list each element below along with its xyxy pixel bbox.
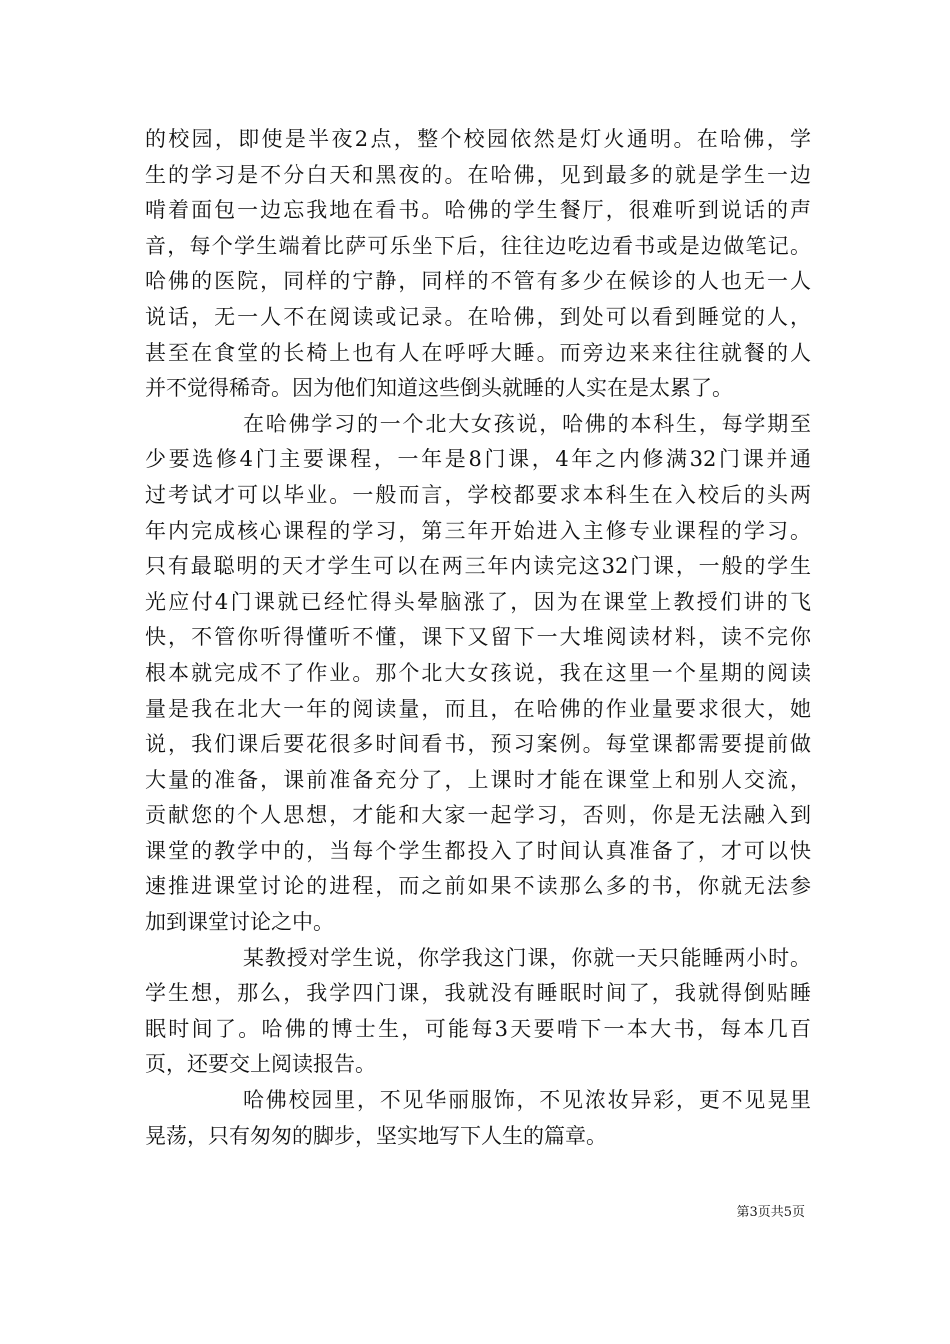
text-line: 快，不管你听得懂听不懂，课下又留下一大堆阅读材料，读不完你 xyxy=(145,625,811,650)
text-line: 学生想，那么，我学四门课，我就没有睡眠时间了，我就得倒贴睡 xyxy=(145,981,811,1006)
text-line: 说，我们课后要花很多时间看书，预习案例。每堂课都需要提前做 xyxy=(145,732,811,757)
text-line: 哈佛的医院，同样的宁静，同样的不管有多少在候诊的人也无一人 xyxy=(145,269,811,294)
text-line: 贡献您的个人思想，才能和大家一起学习，否则，你是无法融入到 xyxy=(145,803,811,828)
text-line: 的校园，即使是半夜2点，整个校园依然是灯火通明。在哈佛，学 xyxy=(145,127,811,151)
text-line: 晃荡，只有匆匆的脚步，坚实地写下人生的篇章。 xyxy=(145,1123,607,1148)
text-line: 啃着面包一边忘我地在看书。哈佛的学生餐厅，很难听到说话的声 xyxy=(145,198,811,223)
text-line: 甚至在食堂的长椅上也有人在呼呼大睡。而旁边来来往往就餐的人 xyxy=(145,340,811,365)
text-line: 音，每个学生端着比萨可乐坐下后，往往边吃边看书或是边做笔记。 xyxy=(145,233,811,258)
text-line: 根本就完成不了作业。那个北大女孩说，我在这里一个星期的阅读 xyxy=(145,660,811,685)
text-line: 光应付4门课就已经忙得头晕脑涨了，因为在课堂上教授们讲的飞 xyxy=(145,589,811,614)
text-line: 并不觉得稀奇。因为他们知道这些倒头就睡的人实在是太累了。 xyxy=(145,376,733,401)
paragraph-first-line: 哈佛校园里，不见华丽服饰，不见浓妆异彩，更不见晃里 xyxy=(243,1088,811,1113)
document-body xyxy=(145,122,811,1154)
paragraph-first-line: 某教授对学生说，你学我这门课，你就一天只能睡两小时。 xyxy=(243,945,811,970)
text-line: 课堂的教学中的，当每个学生都投入了时间认真准备了，才可以快 xyxy=(145,838,811,863)
text-line: 过考试才可以毕业。一般而言，学校都要求本科生在入校后的头两 xyxy=(145,482,811,507)
paragraph-first-line: 在哈佛学习的一个北大女孩说，哈佛的本科生，每学期至 xyxy=(243,411,811,436)
text-line: 页，还要交上阅读报告。 xyxy=(145,1052,376,1077)
page-number: 第3页共5页 xyxy=(736,1205,805,1220)
text-line: 眠时间了。哈佛的博士生，可能每3天要啃下一本大书，每本几百 xyxy=(145,1016,811,1041)
text-line: 加到课堂讨论之中。 xyxy=(145,910,334,935)
text-line: 大量的准备，课前准备充分了，上课时才能在课堂上和别人交流， xyxy=(145,767,811,792)
text-line: 年内完成核心课程的学习，第三年开始进入主修专业课程的学习。 xyxy=(145,518,811,543)
text-line: 只有最聪明的天才学生可以在两三年内读完这32门课，一般的学生 xyxy=(145,554,811,579)
text-line: 少要选修4门主要课程，一年是8门课，4年之内修满32门课并通 xyxy=(145,447,811,472)
text-line: 说话，无一人不在阅读或记录。在哈佛，到处可以看到睡觉的人， xyxy=(145,304,811,329)
text-line: 生的学习是不分白天和黑夜的。在哈佛，见到最多的就是学生一边 xyxy=(145,162,811,187)
text-line: 速推进课堂讨论的进程，而之前如果不读那么多的书，你就无法参 xyxy=(145,874,811,899)
text-line: 量是我在北大一年的阅读量，而且，在哈佛的作业量要求很大，她 xyxy=(145,696,811,721)
